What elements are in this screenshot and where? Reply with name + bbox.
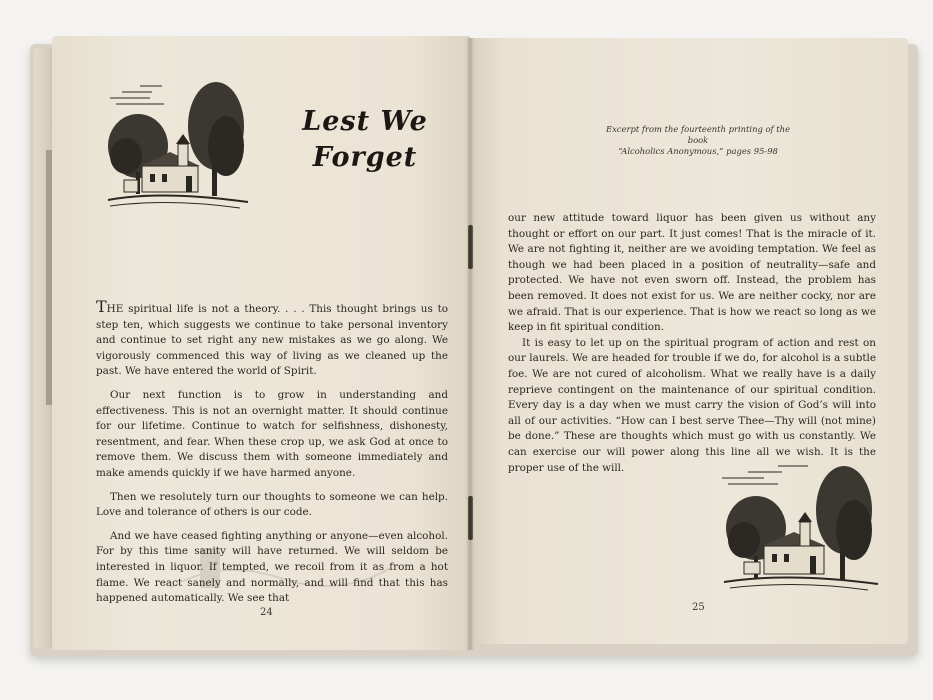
church-in-trees-icon [718,460,882,594]
excerpt-note [600,124,796,157]
page-number-left: 24 [260,607,273,618]
paragraph: Our next function is to grow in understanding and effectiveness. This is not an overnight matter. It should continue for our lifetime. Continue to watch for selfishness, dishonesty, resentment, and fear. When these crop up, we ask God at once to remove them. We discuss them with someone immediately and make amends quickly if we have harmed anyone. [96,388,448,479]
excerpt-line-1: Excerpt from the fourteenth printing of the book [605,124,791,145]
faint-bleedthrough-sketch [160,528,400,598]
paragraph: Then we resolutely turn our thoughts to someone we can help. Love and tolerance of others is our code. [96,490,448,519]
paragraph-text: HE spiritual life is not a theory. . . . This thought brings us to step ten, which suggests we continue to take personal inventory and continue to set right any new mistakes as we go along. We vigorously commenced this way of living as we cleaned up the past. We have entered the world of Spirit. [96,303,448,378]
paragraph [96,297,448,380]
church-in-trees-icon [100,76,252,212]
excerpt-line-2: “Alcoholics Anonymous,” pages 95-98 [618,146,778,156]
paragraph: our new attitude toward liquor has been given us without any thought or effort on our part. It just comes! That is the miracle of it. We are not fighting it, neither are we avoiding temptation. We feel as though we had been placed in a position of neutrality—safe and protected. We have not even sworn off. Instead, the problem has been removed. It does not exist for us. We are neither cocky, nor are we afraid. That is our experience. That is how we react so long as we keep in fit spiritual condition. [508,212,876,334]
gutter [466,38,474,650]
paragraph: And we have ceased fighting anything or anyone—even alcohol. For by this time sanity will have returned. We will seldom be interested in liquor. If tempted, we recoil from it as from a hot flame. We react sanely and normally, and will find that this has happened automatically. We see that [96,529,448,605]
page-title [290,104,440,176]
paragraph: It is easy to let up on the spiritual program of action and rest on our laurels. We are headed for trouble if we do, for alcohol is a subtle foe. We are not cured of alcoholism. What we really have is a daily reprieve contingent on the maintenance of our spiritual condition. Every day is a day when we must carry the vision of God’s will into all of our activities. “How can I best serve Thee—Thy will (not mine) be done.” These are thoughts which must go with us constantly. We can exercise our will power along this line all we wish. It is the proper use of the will. [508,336,876,474]
staple-top [468,225,473,269]
page-number-right: 25 [692,602,705,613]
drop-cap: T [96,297,107,316]
title-line-1: Lest We [302,106,428,137]
right-body-text [508,211,876,476]
staple-bottom [468,496,473,540]
title-line-2: Forget [312,142,418,173]
